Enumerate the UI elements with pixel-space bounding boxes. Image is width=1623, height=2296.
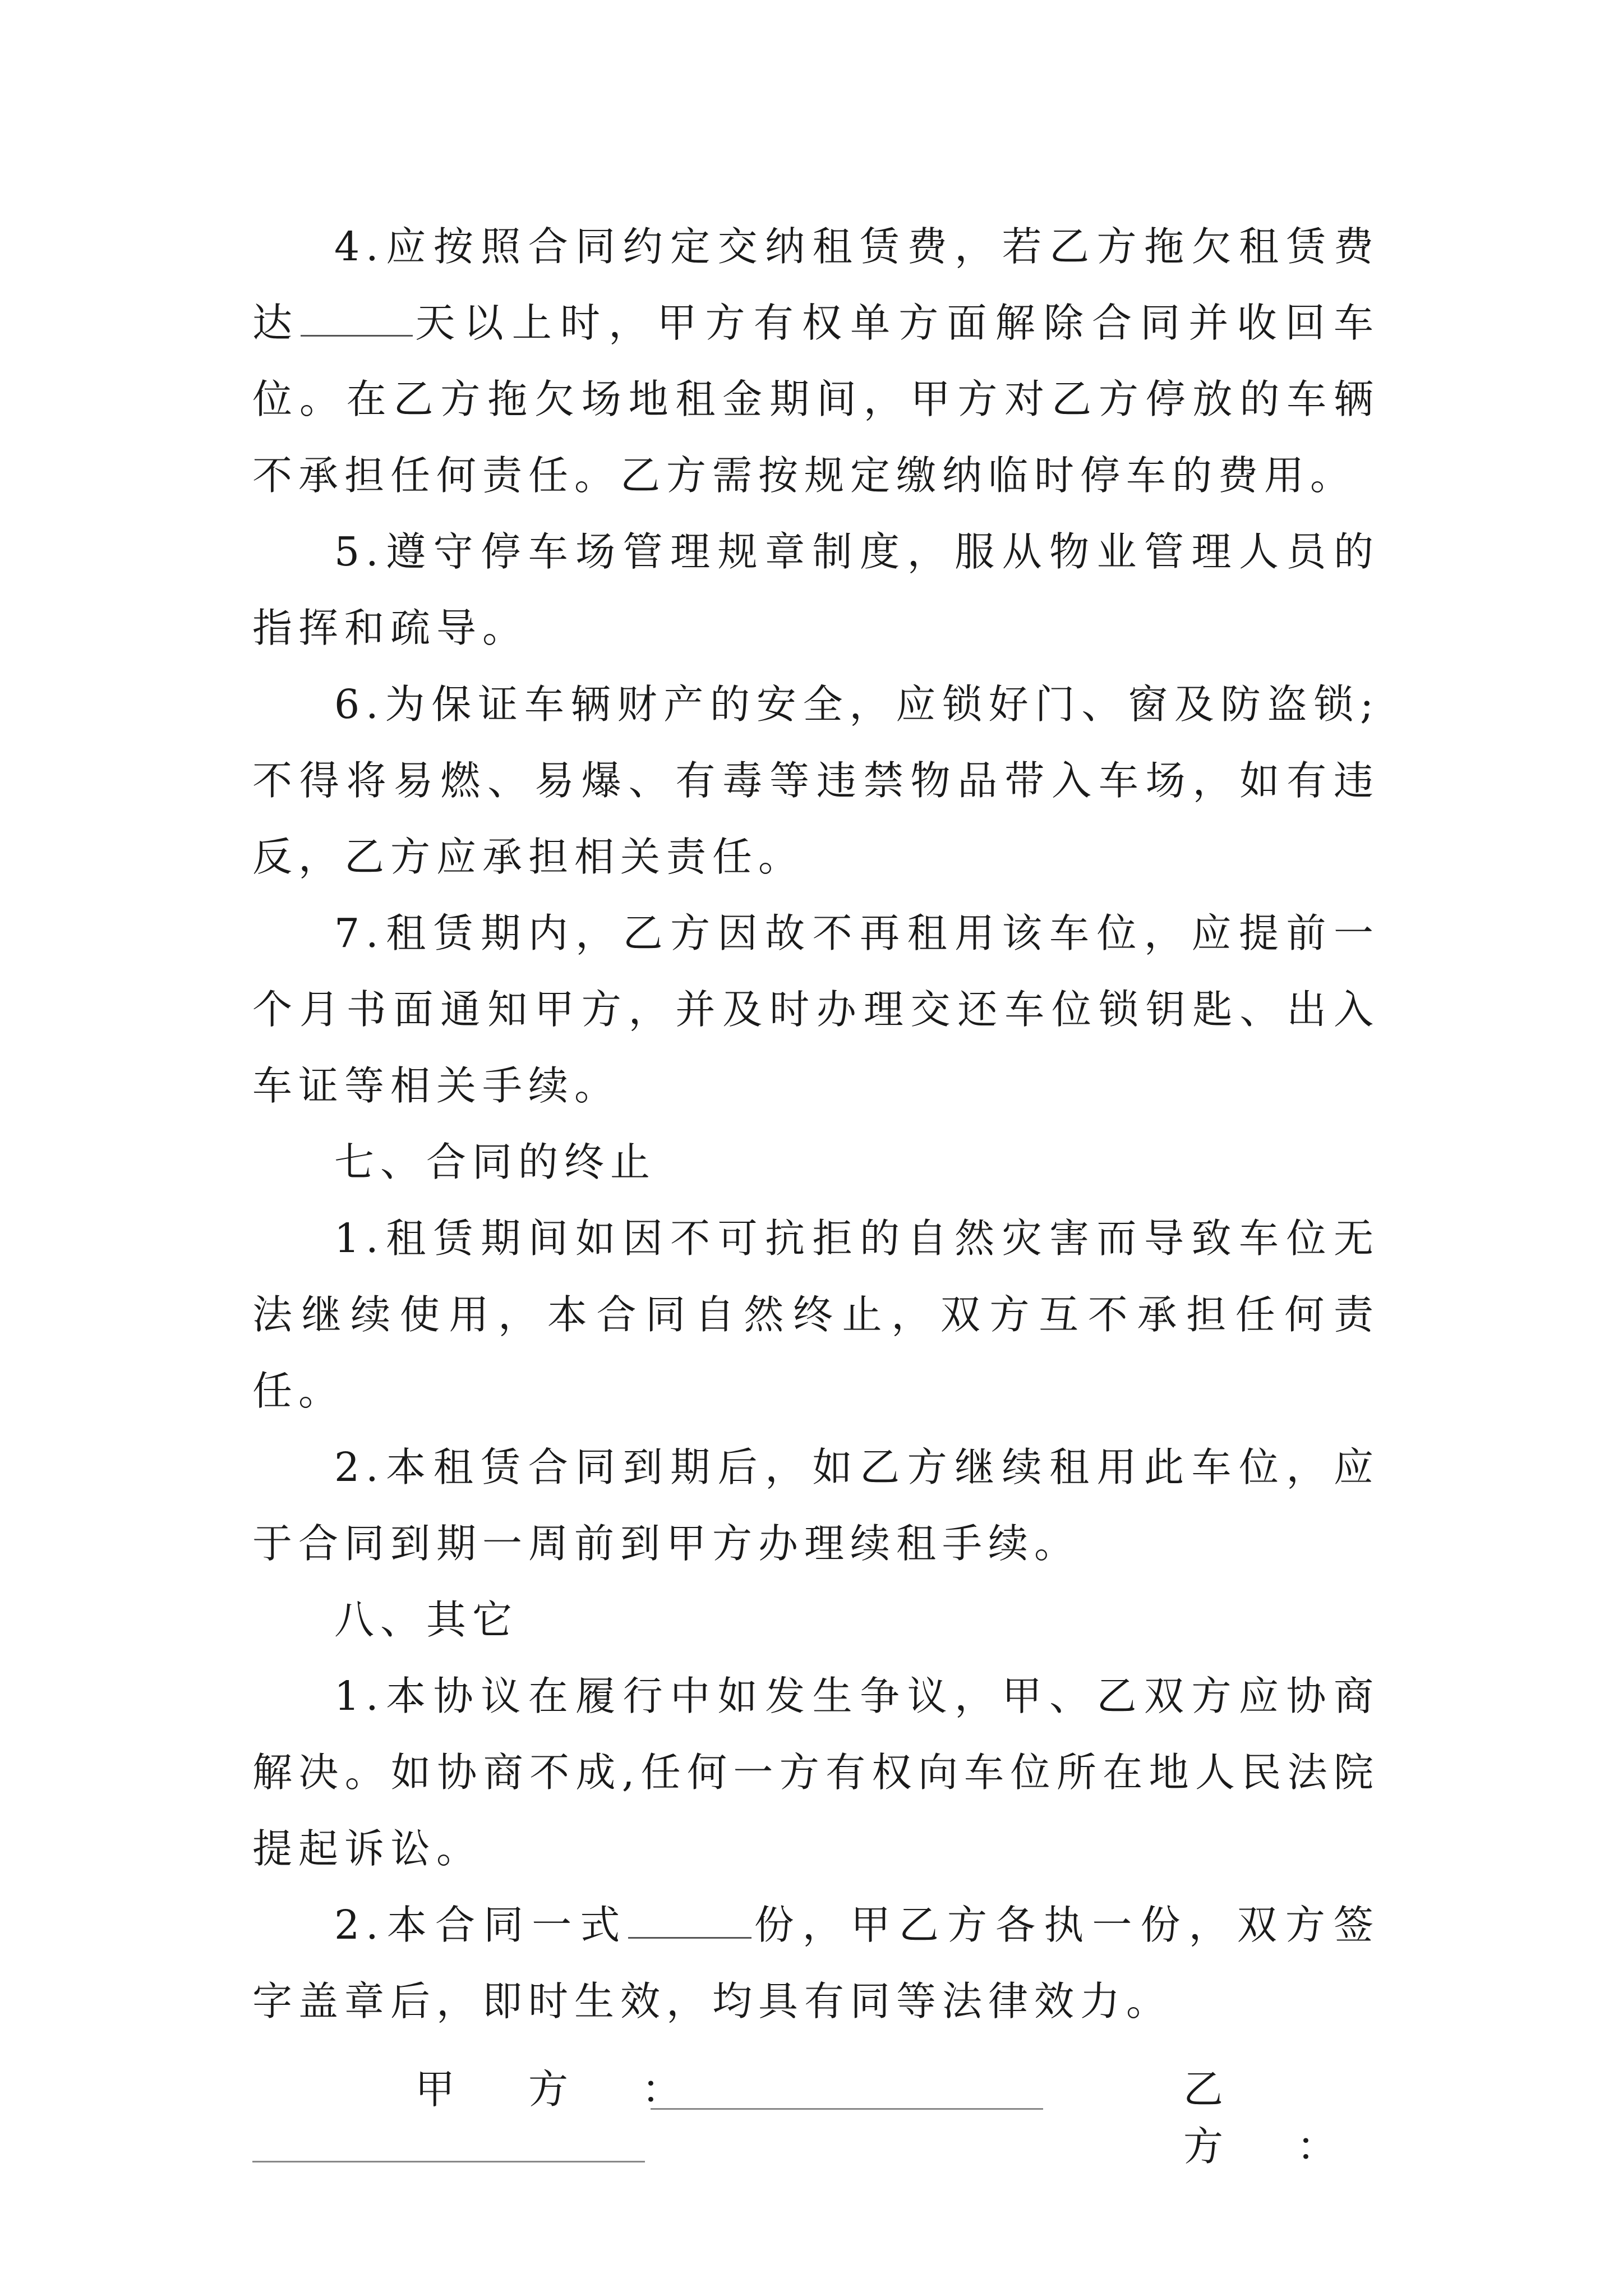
party-a-label: 甲 方 ：: [415, 2066, 699, 2113]
clause-5-rules: 5.遵守停车场管理规章制度，服从物业管理人员的指挥和疏导。: [252, 528, 1380, 651]
termination-clause-2: 2.本租赁合同到期后，如乙方继续租用此车位，应于合同到期一周前到甲方办理续租手续。: [252, 1444, 1380, 1567]
clause-7-early-termination: 7.租赁期内，乙方因故不再租用该车位，应提前一个月书面通知甲方，并及时办理交还车位锁钥匙、出入车证等相关手续。: [252, 910, 1380, 1109]
other-clause-1: 1.本协议在履行中如发生争议，甲、乙双方应协商解决。如协商不成,任何一方有权向车位所在地人民法院提起诉讼。: [252, 1673, 1380, 1872]
copies-text-start: 2.本合同一式: [334, 1902, 629, 1948]
party-b-label: 乙 方 ：: [1183, 2066, 1354, 2170]
party-a-signature-line[interactable]: [651, 2108, 1043, 2110]
signature-row: [252, 2042, 1380, 2170]
clause-4-rent-payment: [252, 209, 1380, 514]
contract-page: [252, 209, 1380, 2199]
clause-6-safety: 6.为保证车辆财产的安全，应锁好门、窗及防盗锁;不得将易燃、易爆、有毒等违禁物品带入车场，如有违反，乙方应承担相关责任。: [252, 681, 1380, 880]
party-b-signature-area: [252, 2132, 1380, 2199]
copies-count-blank[interactable]: [628, 1904, 751, 1939]
other-clause-2: [252, 1887, 1380, 2040]
termination-clause-1: 1.租赁期间如因不可抗拒的自然灾害而导致车位无法继续使用，本合同自然终止，双方互不承担任何责任。: [252, 1215, 1380, 1414]
party-b-signature-line[interactable]: [252, 2161, 645, 2162]
clause-4-text-end: 天以上时，甲方有权单方面解除合同并收回车位。在乙方拖欠场地租金期间，甲方对乙方停放的车辆不承担任何责任。乙方需按规定缴纳临时停车的费用。: [252, 300, 1380, 499]
clause-4-text-start: 4.应按照合同约定交纳租赁费，若乙方拖欠租赁费达: [252, 223, 1380, 346]
section-7-heading: 七、合同的终止: [334, 1139, 657, 1185]
copies-text-end: 份，甲乙方各执一份，双方签字盖章后，即时生效，均具有同等法律效力。: [252, 1902, 1380, 2024]
section-8-heading: 八、其它: [334, 1596, 519, 1643]
days-overdue-blank[interactable]: [301, 302, 413, 337]
